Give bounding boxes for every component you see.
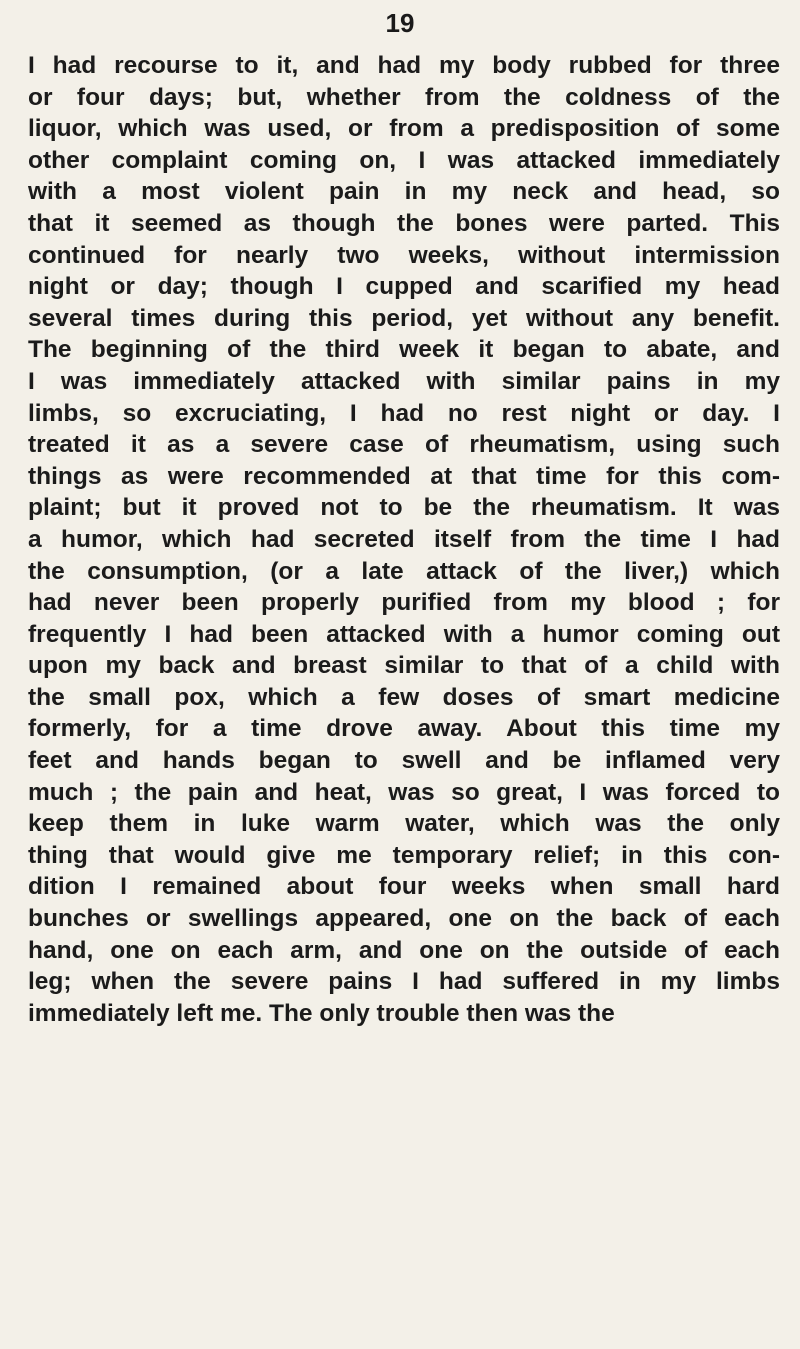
- text-line: keep them in luke warm water, which was the only: [28, 810, 780, 838]
- text-line: dition I remained about four weeks when small hard: [28, 873, 780, 901]
- text-line: leg; when the severe pains I had suffered in my limbs: [28, 968, 780, 996]
- text-line: or four days; but, whether from the coldness of the: [28, 83, 780, 111]
- text-line: thing that would give me temporary relief; in this con-: [28, 841, 780, 869]
- text-line: bunches or swellings appeared, one on the back of each: [28, 905, 780, 933]
- body-text: [28, 50, 780, 1029]
- text-line: treated it as a severe case of rheumatism, using such: [28, 431, 780, 459]
- text-line: several times during this period, yet without any benefit.: [28, 304, 780, 332]
- text-line: night or day; though I cupped and scarified my head: [28, 273, 780, 301]
- text-line: liquor, which was used, or from a predisposition of some: [28, 115, 780, 143]
- text-line: a humor, which had secreted itself from the time I had: [28, 525, 780, 553]
- text-line: things as were recommended at that time for this com-: [28, 462, 780, 490]
- text-line: the small pox, which a few doses of smart medicine: [28, 683, 780, 711]
- page-number: 19: [385, 8, 415, 38]
- text-line: formerly, for a time drove away. About this time my: [28, 715, 780, 743]
- text-line: much ; the pain and heat, was so great, I was forced to: [28, 778, 780, 806]
- text-line: The beginning of the third week it began to abate, and: [28, 336, 780, 364]
- text-line: I had recourse to it, and had my body rubbed for three: [28, 52, 780, 79]
- text-line: plaint; but it proved not to be the rheumatism. It was: [28, 494, 780, 522]
- text-line: that it seemed as though the bones were parted. This: [28, 209, 780, 237]
- text-line: frequently I had been attacked with a humor coming out: [28, 620, 780, 648]
- text-line: continued for nearly two weeks, without intermission: [28, 241, 780, 269]
- text-line: upon my back and breast similar to that of a child with: [28, 652, 780, 680]
- text-line: I was immediately attacked with similar pains in my: [28, 367, 780, 395]
- text-line: hand, one on each arm, and one on the outside of each: [28, 936, 780, 964]
- text-line: feet and hands began to swell and be inflamed very: [28, 747, 780, 775]
- text-line: immediately left me. The only trouble then was the: [28, 999, 615, 1027]
- text-line: with a most violent pain in my neck and head, so: [28, 178, 780, 206]
- text-line: the consumption, (or a late attack of the liver,) which: [28, 557, 780, 585]
- text-line: limbs, so excruciating, I had no rest night or day. I: [28, 399, 780, 427]
- text-line: had never been properly purified from my blood ; for: [28, 589, 780, 617]
- text-line: other complaint coming on, I was attacked immediately: [28, 146, 780, 174]
